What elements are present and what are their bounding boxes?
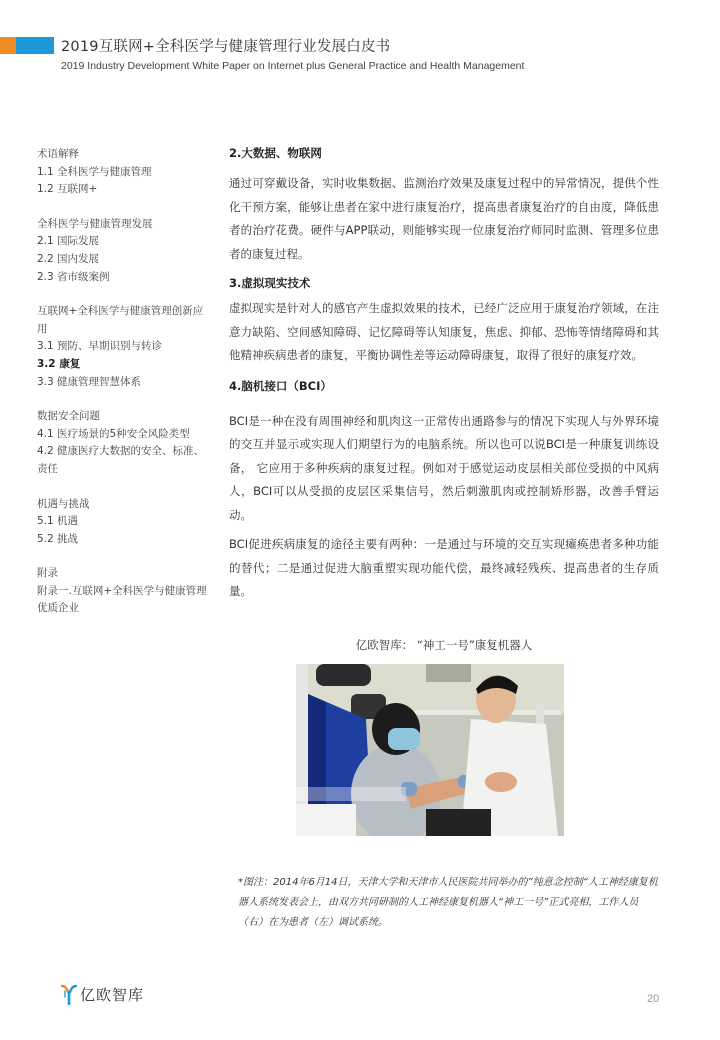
toc-item-active[interactable]: 3.2 康复: [37, 357, 81, 370]
section-paragraph: BCI是一种在没有周围神经和肌肉这一正常传出通路参与的情况下实现人与外界环境的交互并显示或实现人们期望行为的电脑系统。所以也可以说BCI是一种康复训练设备， 它应用于多种疾病的康复过程。例如对于感觉运动皮层相关部位受损的中风病人，BCI可以从受损的皮层区采集信号，然后刺激肌肉或控制矫形器，改善手臂运动。: [229, 413, 659, 522]
toc-group-security: [37, 408, 212, 478]
toc-group-development: [37, 216, 212, 286]
header-accent-orange: [0, 37, 16, 54]
toc-item[interactable]: 5.1 机遇: [37, 515, 79, 528]
toc-item[interactable]: 3.1 预防、早期识别与转诊: [37, 340, 163, 353]
toc-item[interactable]: 附录: [37, 567, 58, 580]
main-content: [229, 144, 659, 604]
section-paragraph: 通过可穿戴设备，实时收集数据、监测治疗效果及康复过程中的异常情况，提供个性化干预方案，能够让患者在家中进行康复治疗，提高患者康复治疗的自由度，降低患者的治疗花费。硬件与APP联动，则能够实现一位康复治疗师同时监测、管理多位患者的康复过程。: [229, 176, 659, 261]
toc-item[interactable]: 全科医学与健康管理发展: [37, 217, 153, 230]
table-of-contents: [37, 146, 212, 635]
toc-item[interactable]: 1.1 全科医学与健康管理: [37, 165, 152, 178]
document-title: 2019互联网+全科医学与健康管理行业发展白皮书: [61, 39, 391, 55]
figure-caption: 亿欧智库： “神工一号”康复机器人: [355, 638, 533, 652]
section-paragraph: 虚拟现实是针对人的感官产生虚拟效果的技术，已经广泛应用于康复治疗领域，在注意力缺陷、空间感知障碍、记忆障碍等认知康复，焦虑、抑郁、恐怖等情绪障碍和其他精神疾病患者的康复，平衡协调性差等运动障碍康复，取得了很好的康复疗效。: [229, 301, 659, 362]
section-heading-bci: 4.脑机接口（BCI）: [229, 378, 332, 393]
toc-item[interactable]: 机遇与挑战: [37, 497, 90, 510]
brand-logo: [60, 983, 144, 1005]
toc-group-innovation: [37, 303, 212, 391]
section-heading-virtual-reality: 3.虚拟现实技术: [229, 276, 311, 290]
toc-item[interactable]: 1.2 互联网+: [37, 183, 98, 196]
toc-item[interactable]: 3.3 健康管理智慧体系: [37, 375, 142, 388]
toc-item[interactable]: 术语解释: [37, 148, 79, 160]
toc-item[interactable]: 4.1 医疗场景的5种安全风险类型: [37, 427, 190, 440]
section-heading-big-data: 2.大数据、物联网: [229, 146, 322, 160]
rehab-robot-photo: [296, 664, 564, 836]
page-number: 20: [647, 993, 660, 1005]
header-accent-blue: [16, 37, 54, 54]
toc-item[interactable]: 2.2 国内发展: [37, 252, 100, 265]
logo-text: 亿欧智库: [80, 985, 145, 1004]
toc-item[interactable]: 2.3 省市级案例: [37, 270, 110, 283]
document-subtitle: 2019 Industry Development White Paper on Internet plus General Practice and Health Management: [61, 60, 525, 72]
toc-item[interactable]: 2.1 国际发展: [37, 235, 100, 248]
section-paragraph: BCI促进疾病康复的途径主要有两种：一是通过与环境的交互实现瘫痪患者多种功能的替代；二是通过促进大脑重塑实现功能代偿，最终减轻残疾、提高患者的生存质量。: [229, 537, 659, 598]
logo-mark-icon: [60, 983, 78, 1005]
toc-item[interactable]: 4.2 健康医疗大数据的安全、标准、责任: [37, 445, 205, 475]
toc-group-opportunities: [37, 496, 212, 549]
toc-item[interactable]: 数据安全问题: [37, 410, 100, 423]
figure-note: *图注：2014年6月14日，天津大学和天津市人民医院共同举办的”纯意念控制“人工神经康复机器人系统发表会上，由双方共同研制的人工神经康复机器人“神工一号”正式亮相，工作人员（右）在为患者（左）调试系统。: [238, 877, 658, 928]
toc-item[interactable]: 5.2 挑战: [37, 532, 79, 545]
toc-group-terms: [37, 146, 212, 199]
toc-item[interactable]: 附录一.互联网+全科医学与健康管理优质企业: [37, 584, 207, 615]
toc-group-appendix: [37, 565, 212, 618]
toc-item[interactable]: 互联网+全科医学与健康管理创新应用: [37, 305, 204, 335]
